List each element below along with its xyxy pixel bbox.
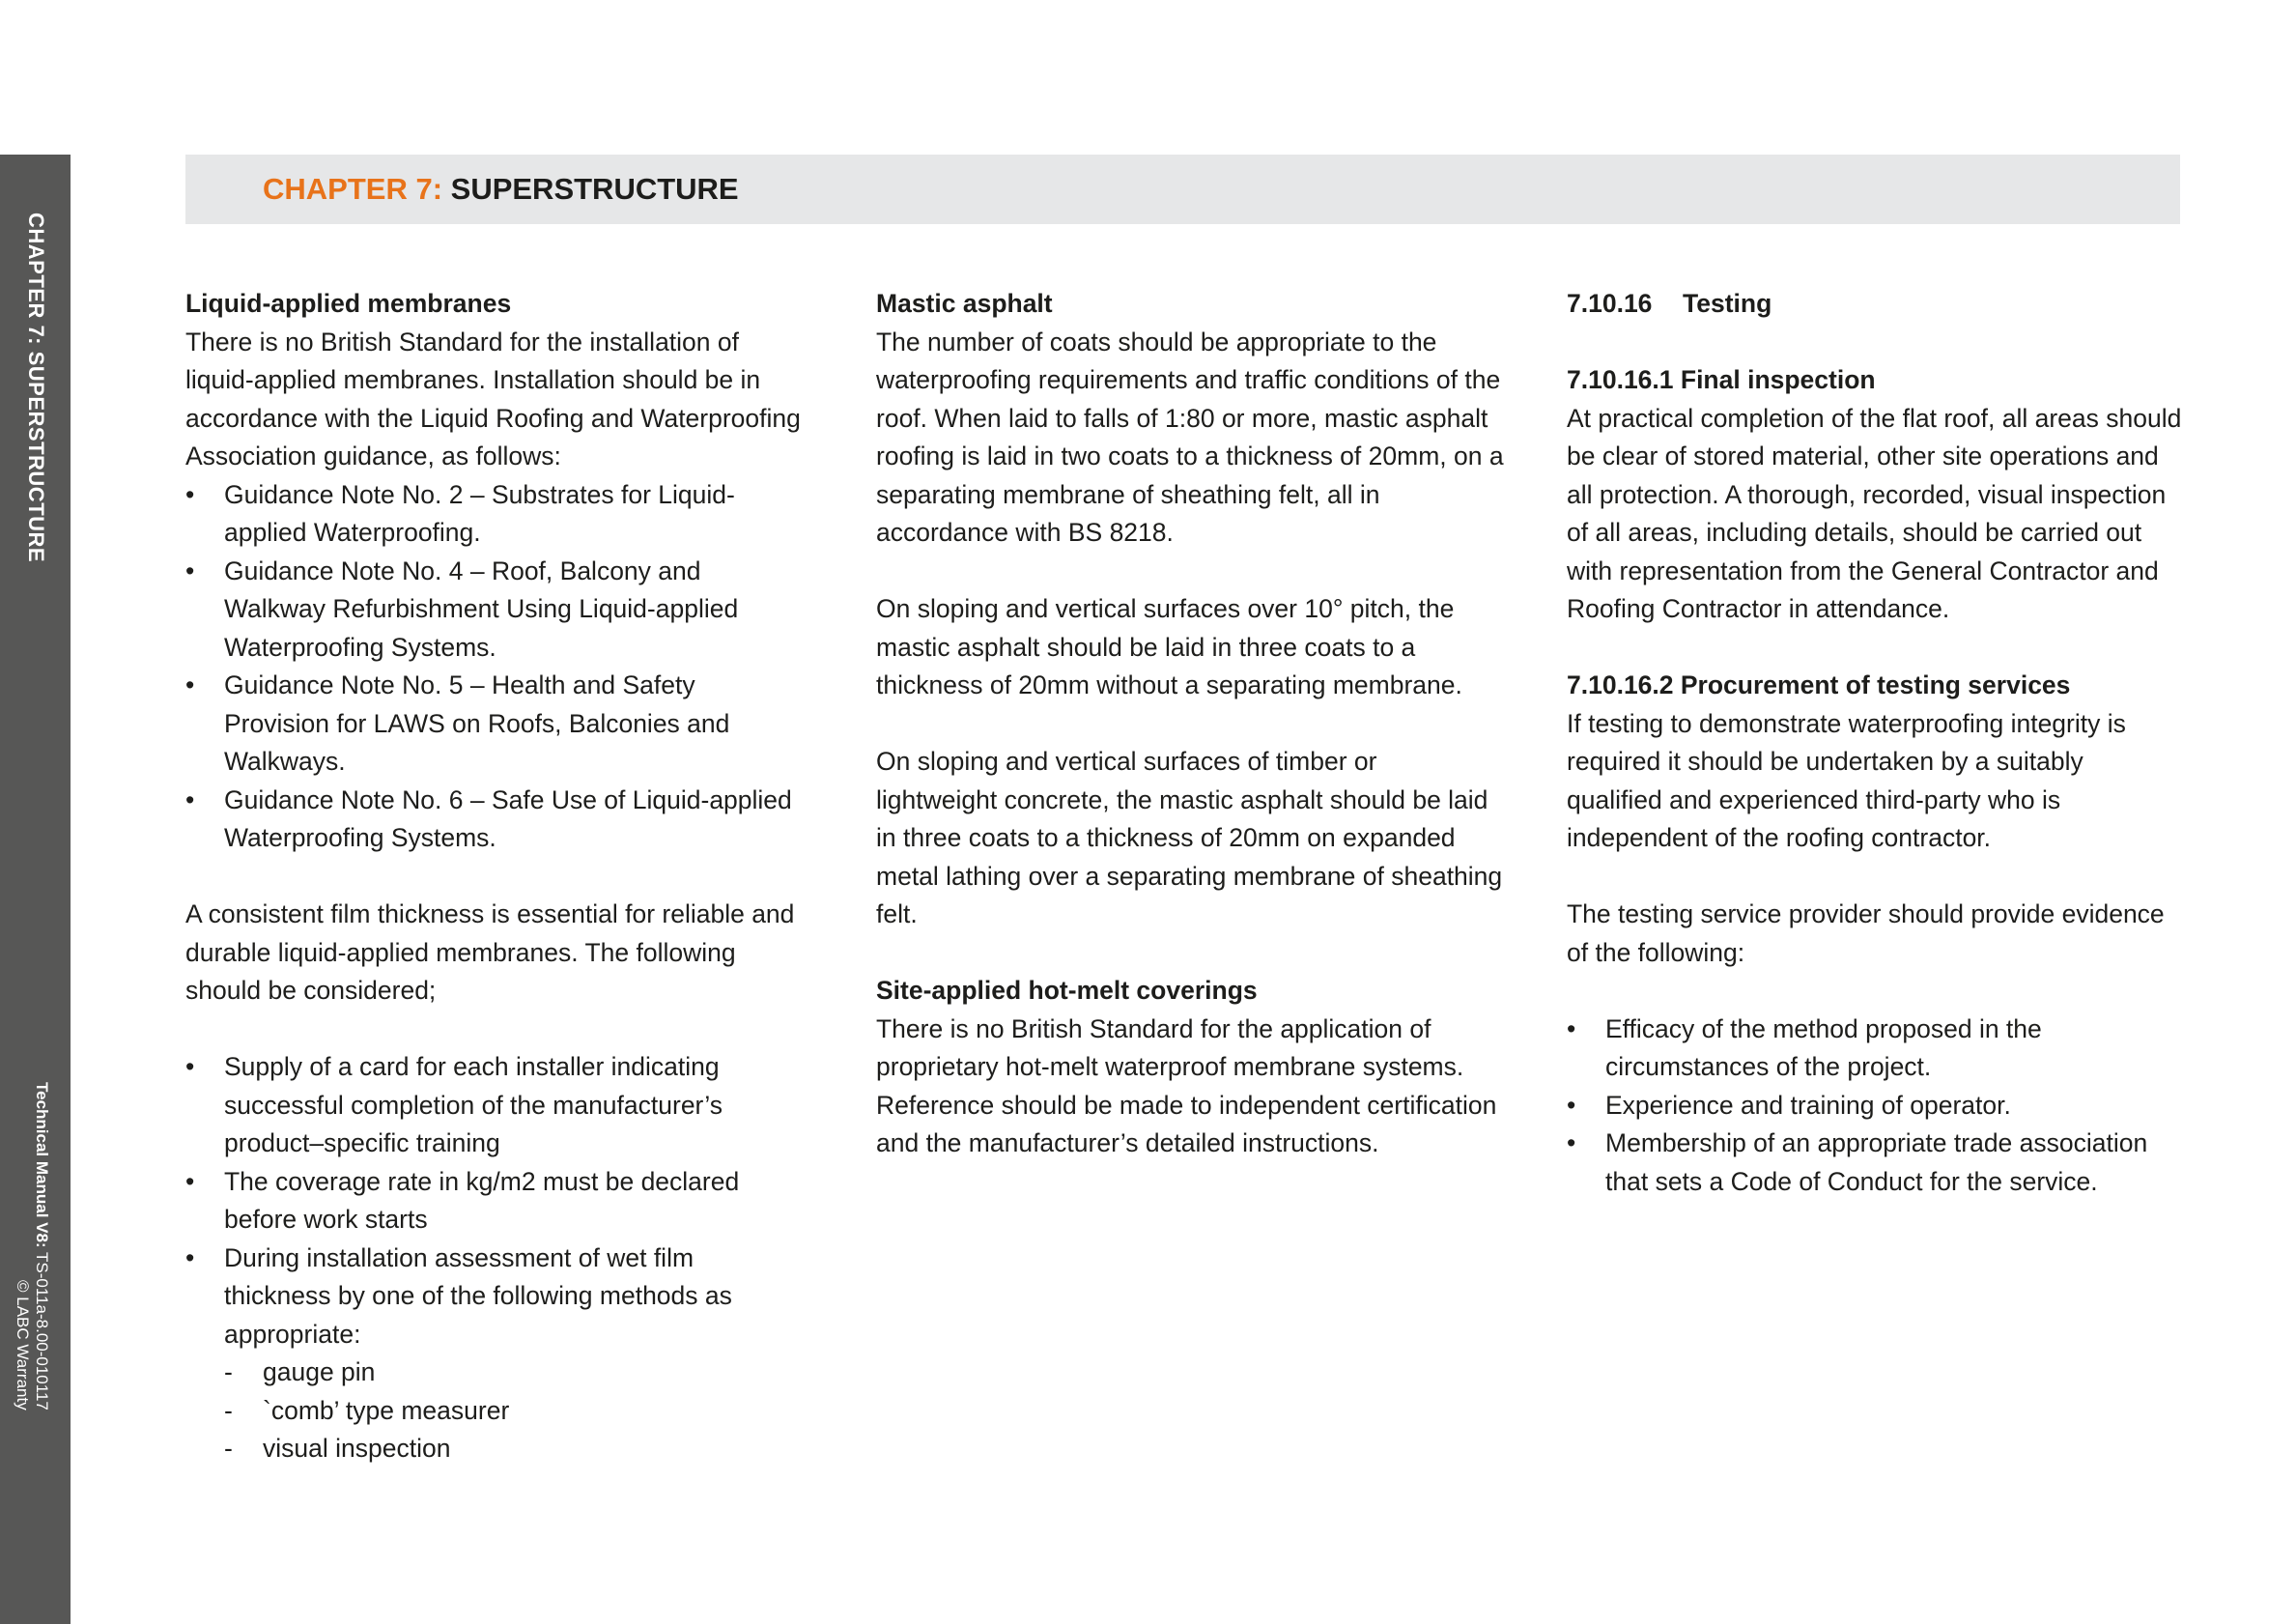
list-item: • Membership of an appropriate trade association that sets a Code of Conduct for the service. — [1567, 1125, 2185, 1201]
paragraph: A consistent film thickness is essential for reliable and durable liquid-applied membranes. The following should be considered; — [185, 899, 795, 1005]
subsection-heading: 7.10.16.2 Procurement of testing services — [1567, 670, 2071, 699]
guidance-list — [185, 476, 804, 858]
paragraph: There is no British Standard for the application of proprietary hot-melt waterproof membrane systems. Reference should be made to independent certification and the manufacturer’s detailed instructions. — [876, 1013, 1497, 1157]
paragraph: The testing service provider should provide evidence of the following: — [1567, 899, 2165, 967]
chapter-title — [263, 172, 739, 207]
list-item: - `comb’ type measurer — [224, 1392, 804, 1431]
paragraph: On sloping and vertical surfaces of timber or lightweight concrete, the mastic asphalt should be laid in three coats to a thickness of 20mm on expanded metal lathing over a separating membrane of sheathing felt. — [876, 747, 1503, 928]
chapter-header — [185, 155, 2180, 224]
chapter-name: SUPERSTRUCTURE — [450, 172, 739, 206]
list-item: • During installation assessment of wet film thickness by one of the following methods as appropriate: — [185, 1239, 804, 1354]
side-manual-info — [0, 1082, 71, 1488]
paragraph: If testing to demonstrate waterproofing integrity is required it should be undertaken by a suitably qualified and experienced third-party who is independent of the roofing contractor. — [1567, 708, 2126, 852]
subsection-heading: 7.10.16.1 Final inspection — [1567, 365, 1876, 394]
list-item: • The coverage rate in kg/m2 must be declared before work starts — [185, 1163, 804, 1239]
side-chapter-text: CHAPTER 7: SUPERSTRUCTURE — [23, 213, 48, 563]
evidence-list — [1567, 1011, 2185, 1202]
considerations-list — [185, 1048, 804, 1353]
column-mastic-asphalt — [876, 285, 1504, 1163]
section-title: Testing — [1683, 289, 1772, 318]
column-liquid-applied — [185, 285, 804, 1468]
paragraph: There is no British Standard for the installation of liquid-applied membranes. Installation should be in accordance with the Liquid Roofing and Waterproofing Association guidance, as follows: — [185, 327, 801, 470]
side-manual-line — [32, 1082, 51, 1410]
list-item: • Experience and training of operator. — [1567, 1087, 2185, 1125]
side-bar — [0, 155, 71, 1624]
column-testing — [1567, 285, 2185, 1201]
list-item: • Guidance Note No. 6 – Safe Use of Liquid-applied Waterproofing Systems. — [185, 782, 804, 858]
paragraph: At practical completion of the flat roof, all areas should be clear of stored material, other site operations and all protection. A thorough, recorded, visual inspection of all areas, including details, should be carried out with representation from the General Contractor and Roofing Contractor in attendance. — [1567, 403, 2182, 623]
section-heading — [1567, 285, 2185, 324]
list-item: - visual inspection — [224, 1430, 804, 1468]
paragraph: On sloping and vertical surfaces over 10° pitch, the mastic asphalt should be laid in three coats to a thickness of 20mm without a separating membrane. — [876, 594, 1462, 699]
paragraph: The number of coats should be appropriate to the waterproofing requirements and traffic conditions of the roof. When laid to falls of 1:80 or more, mastic asphalt roofing is laid in two coats to a thickness of 20mm, on a separating membrane of sheathing felt, all in accordance with BS 8218. — [876, 327, 1504, 547]
section-heading: Mastic asphalt — [876, 289, 1053, 318]
side-copyright: © LABC Warranty — [14, 1280, 32, 1410]
list-item: - gauge pin — [224, 1353, 804, 1392]
methods-list — [185, 1353, 804, 1468]
chapter-number: CHAPTER 7: — [263, 172, 443, 206]
side-chapter-label — [0, 155, 71, 563]
manual-title: Technical Manual V8: — [33, 1082, 51, 1248]
list-item: • Guidance Note No. 4 – Roof, Balcony and Walkway Refurbishment Using Liquid-applied Waterproofing Systems. — [185, 553, 804, 668]
list-item: • Guidance Note No. 5 – Health and Safety Provision for LAWS on Roofs, Balconies and Walkways. — [185, 667, 804, 782]
list-item: • Efficacy of the method proposed in the circumstances of the project. — [1567, 1011, 2185, 1087]
manual-code: TS-011a-8.00-010117 — [33, 1247, 51, 1410]
list-item: • Supply of a card for each installer indicating successful completion of the manufacturer’s product–specific training — [185, 1048, 804, 1163]
section-heading: Site-applied hot-melt coverings — [876, 976, 1258, 1005]
section-number: 7.10.16 — [1567, 289, 1653, 318]
section-heading: Liquid-applied membranes — [185, 289, 512, 318]
list-item: • Guidance Note No. 2 – Substrates for Liquid-applied Waterproofing. — [185, 476, 804, 553]
